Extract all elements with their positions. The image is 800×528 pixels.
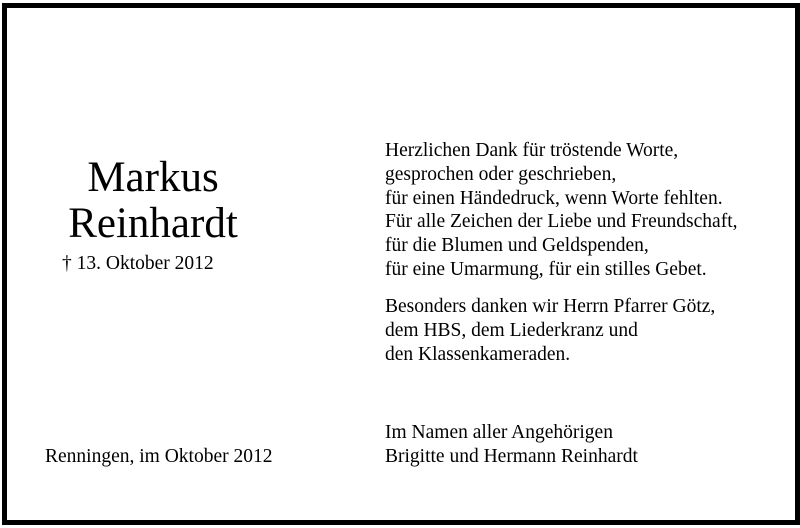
signature-line: Brigitte und Hermann Reinhardt bbox=[385, 445, 638, 467]
special-thanks-paragraph bbox=[385, 295, 715, 366]
special-thanks-line: dem HBS, dem Liederkranz und bbox=[385, 319, 638, 341]
thanks-line: Für alle Zeichen der Liebe und Freundschaft, bbox=[385, 211, 738, 233]
signature-line: Im Namen aller Angehörigen bbox=[385, 422, 613, 443]
last-name: Reinhardt bbox=[68, 200, 238, 247]
thanks-line: Herzlichen Dank für tröstende Worte, bbox=[385, 140, 679, 161]
special-thanks-line: Besonders danken wir Herrn Pfarrer Götz, bbox=[385, 296, 716, 317]
thanks-line: für einen Händedruck, wenn Worte fehlten. bbox=[385, 187, 723, 209]
first-name: Markus bbox=[87, 154, 219, 201]
thanks-line: für die Blumen und Geldspenden, bbox=[385, 235, 649, 257]
obituary-card bbox=[2, 3, 800, 525]
thanks-line: für eine Umarmung, für ein stilles Gebet. bbox=[385, 258, 707, 280]
place-and-date: Renningen, im Oktober 2012 bbox=[45, 446, 273, 467]
death-date: † 13. Oktober 2012 bbox=[62, 253, 214, 274]
signature-block bbox=[385, 421, 638, 469]
deceased-name bbox=[7, 155, 299, 247]
thanks-paragraph bbox=[385, 139, 738, 282]
special-thanks-line: den Klassenkameraden. bbox=[385, 343, 571, 365]
thanks-line: gesprochen oder geschrieben, bbox=[385, 163, 617, 185]
